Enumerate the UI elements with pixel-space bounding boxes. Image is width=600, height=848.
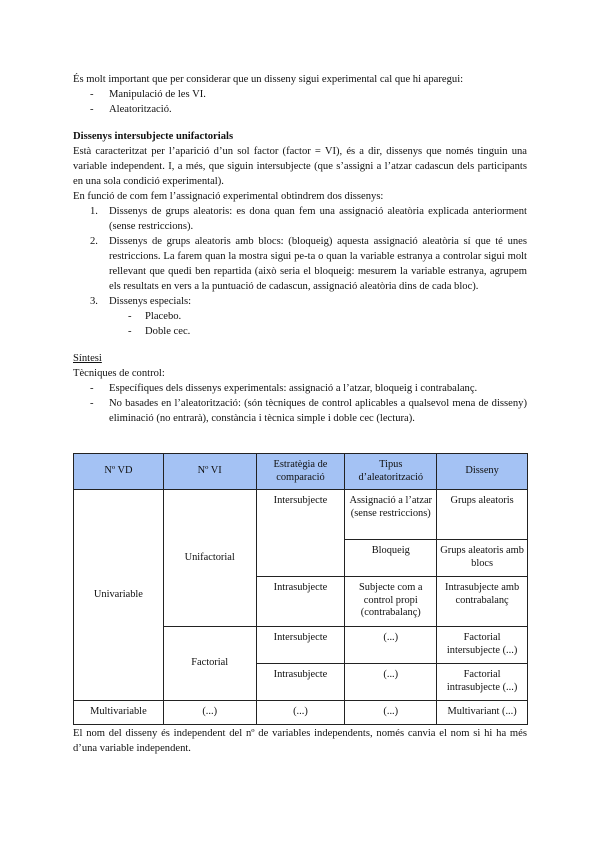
header-cell: Estratègia de comparació	[256, 454, 345, 490]
cell-intrasubjecte: Intrasubjecte	[256, 577, 345, 627]
cell-disseny: Grups aleatoris amb blocs	[437, 540, 528, 577]
table-row	[74, 701, 528, 725]
synthesis-heading: Síntesi	[73, 353, 102, 364]
cell-intersubjecte: Intersubjecte	[256, 490, 345, 577]
number: 3.	[90, 296, 98, 307]
cell-univariable: Univariable	[74, 490, 164, 701]
bullet: -	[128, 311, 132, 322]
section-heading: Dissenys intersubjecte unifactorials	[73, 131, 234, 142]
design-table	[73, 453, 528, 725]
numbered-item	[73, 234, 527, 294]
list-item-text: Aleatorització.	[109, 104, 172, 115]
list-item-text: Dissenys especials:	[109, 296, 192, 307]
list-item-text: Dissenys de grups aleatoris amb blocs: (bloqueig) aquesta assignació aleatòria sí que té unes restriccions. La farem quan la mostra sigui pe-ta o quan la variable estranya a controlar sigui molt rellevant que quedi ben repartida (això seria el bloqueig: mesurem la variable estranya, agrupem els resultats en vers a la puntuació de cadascun, assignació aleatòria dins de cada bloc).	[109, 236, 527, 292]
cell-tipus: (...)	[345, 627, 437, 664]
cell-tipus: Bloqueig	[345, 540, 437, 577]
cell-intersubjecte: Intersubjecte	[256, 627, 345, 664]
header-cell: Nº VD	[74, 454, 164, 490]
table-row	[74, 490, 528, 540]
header-cell: Nº VI	[163, 454, 256, 490]
number: 1.	[90, 206, 98, 217]
cell-vi: (...)	[163, 701, 256, 725]
cell-factorial: Factorial	[163, 627, 256, 701]
cell-disseny: Intrasubjecte amb contrabalanç	[437, 577, 528, 627]
bullet: -	[90, 383, 94, 394]
list-item-text: Manipulació de les VI.	[109, 89, 206, 100]
list-item	[73, 324, 527, 339]
intro-text: És molt important que per considerar que un disseny sigui experimental cal que hi aparegui:	[73, 74, 464, 85]
list-item-text: No basades en l’aleatorització: (són tècniques de control aplicables a qualsevol mena de disseny) eliminació (no entrarà), constància i tècnica simple i doble cec (lectura).	[109, 398, 527, 424]
cell-estrategia: (...)	[256, 701, 345, 725]
cell-tipus: Subjecte com a control propi (contrabalanç)	[345, 577, 437, 627]
footer-note: El nom del disseny és independent del nº de variables independents, només canvia el nom si hi ha més d’una variable independent.	[73, 728, 527, 754]
cell-disseny: Grups aleatoris	[437, 490, 528, 540]
cell-disseny: Factorial intersubjecte (...)	[437, 627, 528, 664]
list-item-text: Específiques dels dissenys experimentals: assignació a l’atzar, bloqueig i contrabalanç.	[109, 383, 478, 394]
synthesis-subheading: Tècniques de control:	[73, 368, 165, 379]
paragraph: Està caracteritzat per l’aparició d’un sol factor (factor = VI), és a dir, dissenys que només tinguin una variable independent. I, a més, que siguin intersubjecte (que s’assigni a l’atzar cadascun dels participants en una sola condició experimental).	[73, 146, 527, 187]
bullet: -	[128, 326, 132, 337]
numbered-item	[73, 204, 527, 234]
cell-intrasubjecte: Intrasubjecte	[256, 664, 345, 701]
header-cell: Disseny	[437, 454, 528, 490]
cell-disseny: Multivariant (...)	[437, 701, 528, 725]
document-body	[73, 72, 527, 426]
list-item-text: Dissenys de grups aleatoris: es dona quan fem una assignació aleatòria explicada anteriorment (sense restriccions).	[109, 206, 527, 232]
list-item	[73, 102, 527, 117]
cell-multivariable: Multivariable	[74, 701, 164, 725]
cell-tipus: (...)	[345, 701, 437, 725]
cell-unifactorial: Unifactorial	[163, 490, 256, 627]
list-item	[73, 381, 527, 396]
bullet: -	[90, 104, 94, 115]
bullet: -	[90, 398, 94, 409]
cell-disseny: Factorial intrasubjecte (...)	[437, 664, 528, 701]
number: 2.	[90, 236, 98, 247]
table-header-row	[74, 454, 528, 490]
list-item-text: Doble cec.	[145, 326, 191, 337]
bullet: -	[90, 89, 94, 100]
list-item	[73, 309, 527, 324]
header-cell: Tipus d’aleatorització	[345, 454, 437, 490]
list-item	[73, 87, 527, 102]
cell-tipus: (...)	[345, 664, 437, 701]
list-item	[73, 396, 527, 426]
cell-tipus: Assignació a l’atzar (sense restriccions)	[345, 490, 437, 540]
list-item-text: Placebo.	[145, 311, 182, 322]
numbered-item	[73, 294, 527, 309]
paragraph: En funció de com fem l’assignació experimental obtindrem dos dissenys:	[73, 191, 384, 202]
